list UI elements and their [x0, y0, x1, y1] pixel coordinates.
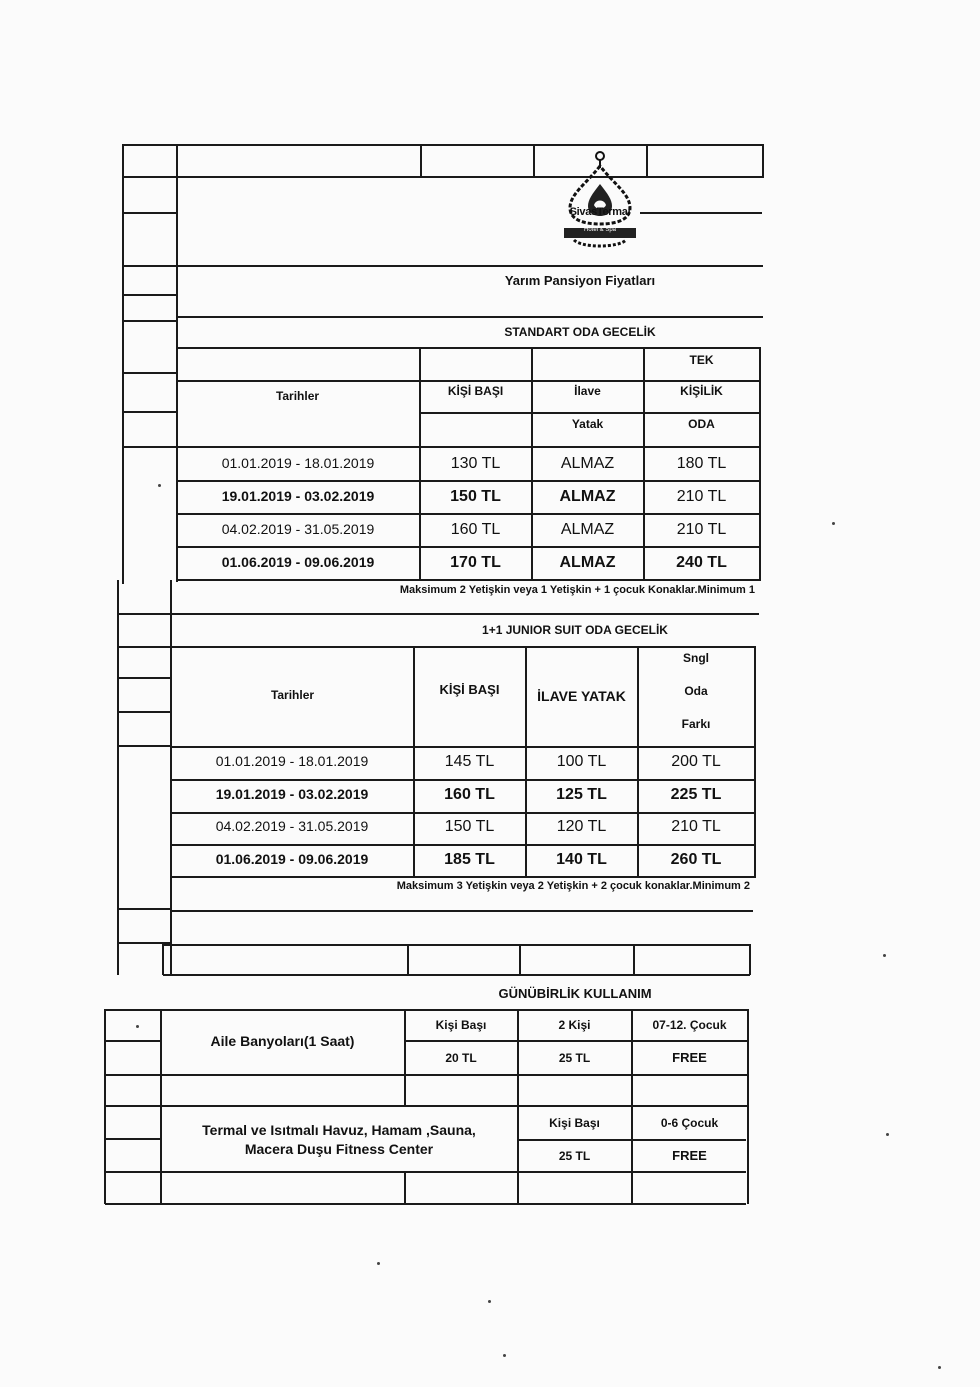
half-board-title: Yarım Pansiyon Fiyatları: [504, 273, 656, 288]
grid-line: [177, 446, 761, 448]
row-single: 210 TL: [671, 818, 721, 835]
standart-section-title: STANDART ODA GECELİK: [504, 325, 656, 339]
grid-line: [633, 944, 635, 975]
row-single: 210 TL: [676, 488, 727, 505]
grid-line: [177, 546, 761, 548]
grid-line: [105, 1074, 748, 1076]
row-extra-bed: ALMAZ: [560, 521, 615, 538]
grid-line: [171, 910, 753, 912]
scan-speck: [886, 1133, 889, 1136]
grid-line: [407, 944, 409, 975]
grid-line: [122, 144, 124, 584]
grid-line: [177, 579, 761, 581]
family-baths-per-person-header: Kişi Başı: [435, 1018, 487, 1032]
grid-line: [171, 876, 756, 878]
grid-line: [762, 144, 764, 178]
grid-line: [759, 347, 761, 580]
grid-line: [117, 711, 171, 713]
family-baths-two-person-value: 25 TL: [558, 1051, 591, 1065]
grid-line: [105, 1138, 161, 1140]
row-extra-bed: 125 TL: [556, 786, 607, 803]
header-per-person: KİŞİ BAŞI: [439, 682, 500, 697]
grid-line: [105, 1171, 746, 1173]
grid-line: [117, 908, 171, 910]
header-single-2: KİŞİLİK: [680, 384, 723, 398]
grid-line: [404, 1172, 406, 1204]
grid-line: [123, 446, 177, 448]
scan-speck: [938, 1366, 941, 1369]
grid-line: [171, 812, 756, 814]
grid-line: [747, 1009, 749, 1204]
row-single: 225 TL: [670, 786, 722, 803]
pool-child-header: 0-6 Çocuk: [660, 1116, 719, 1130]
row-extra-bed: ALMAZ: [559, 488, 616, 505]
grid-line: [123, 294, 177, 296]
row-dates: 04.02.2019 - 31.05.2019: [221, 521, 375, 537]
row-extra-bed: 120 TL: [556, 818, 607, 835]
family-baths-two-person-header: 2 Kişi: [558, 1018, 591, 1032]
grid-line: [177, 513, 761, 515]
row-per-person: 150 TL: [444, 818, 495, 835]
grid-line: [123, 320, 177, 322]
header-single-2: Oda: [684, 684, 708, 698]
standart-note: Maksimum 2 Yetişkin veya 1 Yetişkin + 1 çocuk Konaklar.Minimum 1: [399, 584, 755, 596]
junior-note: Maksimum 3 Yetişkin veya 2 Yetişkin + 2 çocuk konaklar.Minimum 2: [396, 880, 750, 892]
header-single-3: Farkı: [681, 717, 711, 731]
grid-line: [123, 372, 177, 374]
header-per-person: KİŞİ BAŞI: [447, 384, 504, 398]
scan-speck: [158, 484, 161, 487]
grid-line: [646, 144, 648, 178]
pool-child-value: FREE: [672, 1148, 707, 1163]
grid-line: [105, 1203, 746, 1205]
pool-label-line-2: Macera Duşu Fitness Center: [244, 1141, 434, 1157]
header-single-1: TEK: [689, 353, 714, 367]
grid-line: [754, 646, 756, 877]
junior-section-title: 1+1 JUNIOR SUIT ODA GECELİK: [482, 623, 668, 637]
row-dates: 19.01.2019 - 03.02.2019: [221, 488, 375, 504]
grid-line: [117, 613, 171, 615]
grid-line: [171, 844, 756, 846]
header-extra-bed-1: İlave: [574, 384, 601, 398]
grid-line: [420, 412, 761, 414]
grid-line: [177, 316, 763, 318]
grid-line: [163, 974, 750, 976]
scan-speck: [377, 1262, 380, 1265]
grid-line: [177, 347, 761, 349]
row-extra-bed: ALMAZ: [559, 554, 616, 571]
grid-line: [117, 580, 119, 975]
grid-line: [405, 1040, 748, 1042]
row-extra-bed: 100 TL: [556, 753, 607, 770]
grid-line: [533, 144, 535, 178]
family-baths-child-header: 07-12. Çocuk: [652, 1018, 727, 1032]
header-single-3: ODA: [688, 417, 715, 431]
grid-line: [105, 1009, 748, 1011]
grid-line: [123, 265, 763, 267]
grid-line: [517, 1009, 519, 1204]
pool-per-person-value: 25 TL: [558, 1149, 591, 1163]
scan-speck: [136, 1025, 139, 1028]
grid-line: [117, 745, 171, 747]
scan-speck: [883, 954, 886, 957]
grid-line: [177, 380, 761, 382]
grid-line: [117, 677, 171, 679]
row-dates: 01.06.2019 - 09.06.2019: [215, 851, 369, 867]
row-single: 240 TL: [676, 554, 727, 571]
row-extra-bed: ALMAZ: [560, 455, 615, 472]
family-baths-label: Aile Banyoları(1 Saat): [210, 1033, 355, 1049]
row-single: 200 TL: [671, 753, 721, 770]
grid-line: [105, 1040, 161, 1042]
grid-line: [631, 1009, 633, 1204]
grid-line: [123, 411, 177, 413]
row-dates: 04.02.2019 - 31.05.2019: [215, 818, 369, 834]
family-baths-child-value: FREE: [672, 1050, 707, 1065]
pool-label-line-1: Termal ve Isıtmalı Havuz, Hamam ,Sauna,: [202, 1122, 476, 1138]
row-single: 260 TL: [670, 851, 722, 868]
header-single-1: Sngl: [683, 651, 709, 665]
grid-line: [519, 944, 521, 975]
grid-line: [176, 144, 178, 582]
grid-line: [171, 613, 759, 615]
row-dates: 01.01.2019 - 18.01.2019: [221, 455, 375, 471]
row-per-person: 170 TL: [450, 554, 501, 571]
grid-line: [162, 944, 164, 975]
grid-line: [123, 176, 763, 178]
row-extra-bed: 140 TL: [556, 851, 607, 868]
row-single: 180 TL: [676, 455, 727, 472]
row-dates: 01.06.2019 - 09.06.2019: [221, 554, 375, 570]
row-per-person: 185 TL: [444, 851, 495, 868]
grid-line: [105, 1105, 748, 1107]
grid-line: [749, 944, 751, 975]
header-dates: Tarihler: [270, 688, 315, 702]
grid-line: [163, 944, 750, 946]
grid-line: [420, 144, 422, 178]
grid-line: [104, 1009, 106, 1204]
sivas-termal-logo: [556, 150, 644, 250]
header-extra-bed-2: Yatak: [571, 417, 604, 431]
grid-line: [123, 144, 763, 146]
logo-subtext: Hotel & Spa: [583, 227, 617, 233]
pool-per-person-header: Kişi Başı: [549, 1116, 600, 1130]
grid-line: [170, 580, 172, 975]
row-per-person: 160 TL: [444, 786, 495, 803]
scan-speck: [503, 1354, 506, 1357]
row-dates: 01.01.2019 - 18.01.2019: [215, 753, 369, 769]
row-per-person: 145 TL: [444, 753, 495, 770]
row-single: 210 TL: [676, 521, 727, 538]
grid-line: [177, 480, 761, 482]
header-dates: Tarihler: [275, 389, 320, 403]
grid-line: [171, 779, 756, 781]
grid-line: [171, 646, 756, 648]
grid-line: [640, 212, 762, 214]
grid-line: [117, 646, 171, 648]
header-extra-bed: İLAVE YATAK: [537, 688, 626, 704]
scan-speck: [488, 1300, 491, 1303]
row-dates: 19.01.2019 - 03.02.2019: [215, 786, 369, 802]
row-per-person: 130 TL: [450, 455, 501, 472]
logo-text: SivasTermal: [569, 206, 631, 218]
row-per-person: 160 TL: [450, 521, 501, 538]
grid-line: [123, 212, 177, 214]
daily-use-title: GÜNÜBİRLİK KULLANIM: [498, 986, 652, 1001]
grid-line: [171, 746, 756, 748]
family-baths-per-person-value: 20 TL: [445, 1051, 477, 1065]
row-per-person: 150 TL: [450, 488, 501, 505]
scan-speck: [832, 522, 835, 525]
